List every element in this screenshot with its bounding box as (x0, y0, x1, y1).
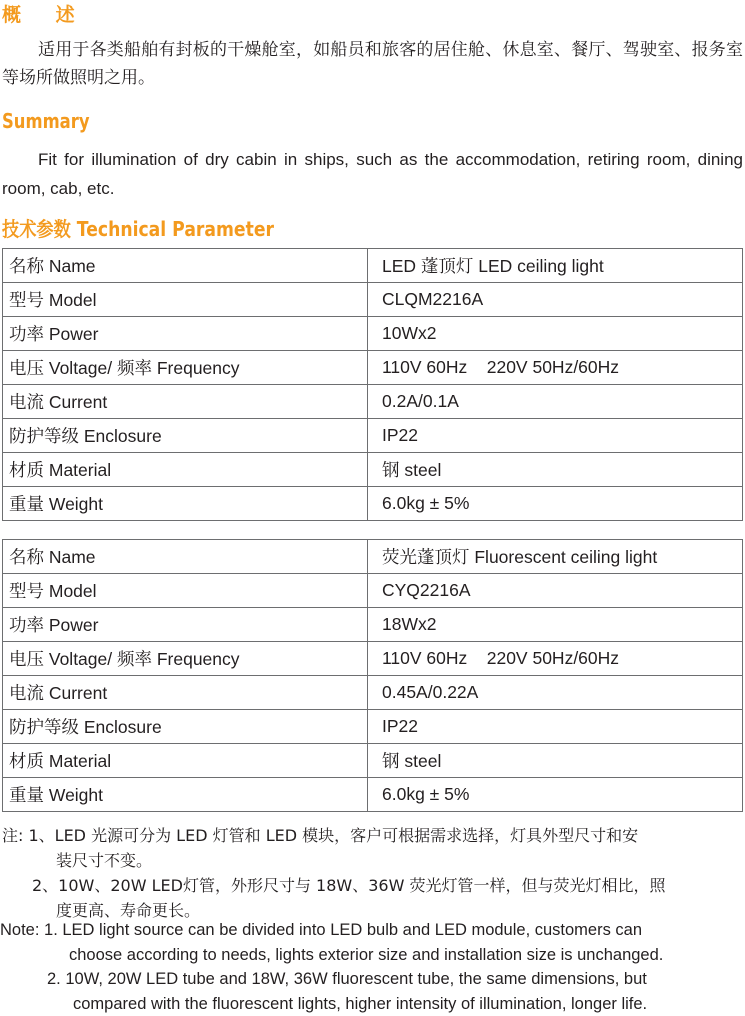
note-line: 注: 1、LED 光源可分为 LED 灯管和 LED 模块，客户可根据需求选择，灯具外型尺寸和安 (2, 823, 745, 848)
note-line: 装尺寸不变。 (56, 848, 745, 873)
note-line: compared with the fluorescent lights, higher intensity of illumination, longer life. (73, 992, 745, 1016)
table-row (3, 744, 743, 778)
note-line: Note: 1. LED light source can be divided into LED bulb and LED module, customers can (0, 918, 743, 943)
notes-chinese (2, 823, 745, 923)
led-spec-table (2, 248, 743, 521)
param-value: 钢 steel (368, 744, 743, 778)
param-value: 10Wx2 (368, 317, 743, 351)
param-label: 功率 Power (3, 317, 368, 351)
param-label: 材质 Material (3, 744, 368, 778)
param-label: 名称 Name (3, 540, 368, 574)
param-label: 重量 Weight (3, 487, 368, 521)
overview-heading: 概 述 (2, 0, 89, 27)
param-value: 110V 60Hz 220V 50Hz/60Hz (368, 351, 743, 385)
note-line: 度更高、寿命更长。 (56, 898, 745, 923)
param-value: 钢 steel (368, 453, 743, 487)
param-value: 6.0kg ± 5% (368, 778, 743, 812)
param-label: 材质 Material (3, 453, 368, 487)
table-row (3, 419, 743, 453)
param-label: 型号 Model (3, 283, 368, 317)
notes-english (2, 918, 745, 1016)
overview-text: 适用于各类船舶有封板的干燥舱室，如船员和旅客的居住舱、休息室、餐厅、驾驶室、报务室等场所做照明之用。 (2, 36, 743, 92)
param-label: 电压 Voltage/ 频率 Frequency (3, 642, 368, 676)
fluorescent-spec-table (2, 539, 743, 812)
table-row (3, 778, 743, 812)
param-value: 6.0kg ± 5% (368, 487, 743, 521)
table-row (3, 385, 743, 419)
param-value: 110V 60Hz 220V 50Hz/60Hz (368, 642, 743, 676)
param-label: 电流 Current (3, 385, 368, 419)
param-label: 电压 Voltage/ 频率 Frequency (3, 351, 368, 385)
table-row (3, 540, 743, 574)
param-label: 防护等级 Enclosure (3, 419, 368, 453)
param-value: CYQ2216A (368, 574, 743, 608)
summary-text: Fit for illumination of dry cabin in ships, such as the accommodation, retiring room, dining room, cab, etc. (2, 145, 743, 203)
table-row (3, 676, 743, 710)
param-value: 0.2A/0.1A (368, 385, 743, 419)
param-label: 重量 Weight (3, 778, 368, 812)
param-value: 荧光蓬顶灯 Fluorescent ceiling light (368, 540, 743, 574)
param-label: 电流 Current (3, 676, 368, 710)
table-row (3, 574, 743, 608)
param-value: 18Wx2 (368, 608, 743, 642)
param-value: LED 蓬顶灯 LED ceiling light (368, 249, 743, 283)
param-label: 型号 Model (3, 574, 368, 608)
param-value: CLQM2216A (368, 283, 743, 317)
summary-heading: Summary (2, 109, 90, 133)
table-row (3, 608, 743, 642)
table-row (3, 249, 743, 283)
param-value: IP22 (368, 419, 743, 453)
param-label: 名称 Name (3, 249, 368, 283)
table-row (3, 710, 743, 744)
param-label: 功率 Power (3, 608, 368, 642)
note-line: 2. 10W, 20W LED tube and 18W, 36W fluorescent tube, the same dimensions, but (47, 967, 745, 992)
note-line: 2、10W、20W LED灯管，外形尺寸与 18W、36W 荧光灯管一样，但与荧光灯相比，照 (32, 873, 745, 898)
table-row (3, 351, 743, 385)
table-row (3, 283, 743, 317)
note-line: choose according to needs, lights exterior size and installation size is unchanged. (69, 943, 745, 968)
technical-parameter-heading: 技术参数 Technical Parameter (2, 213, 274, 242)
table-row (3, 453, 743, 487)
table-row (3, 487, 743, 521)
table-row (3, 642, 743, 676)
param-value: 0.45A/0.22A (368, 676, 743, 710)
param-label: 防护等级 Enclosure (3, 710, 368, 744)
param-value: IP22 (368, 710, 743, 744)
table-row (3, 317, 743, 351)
